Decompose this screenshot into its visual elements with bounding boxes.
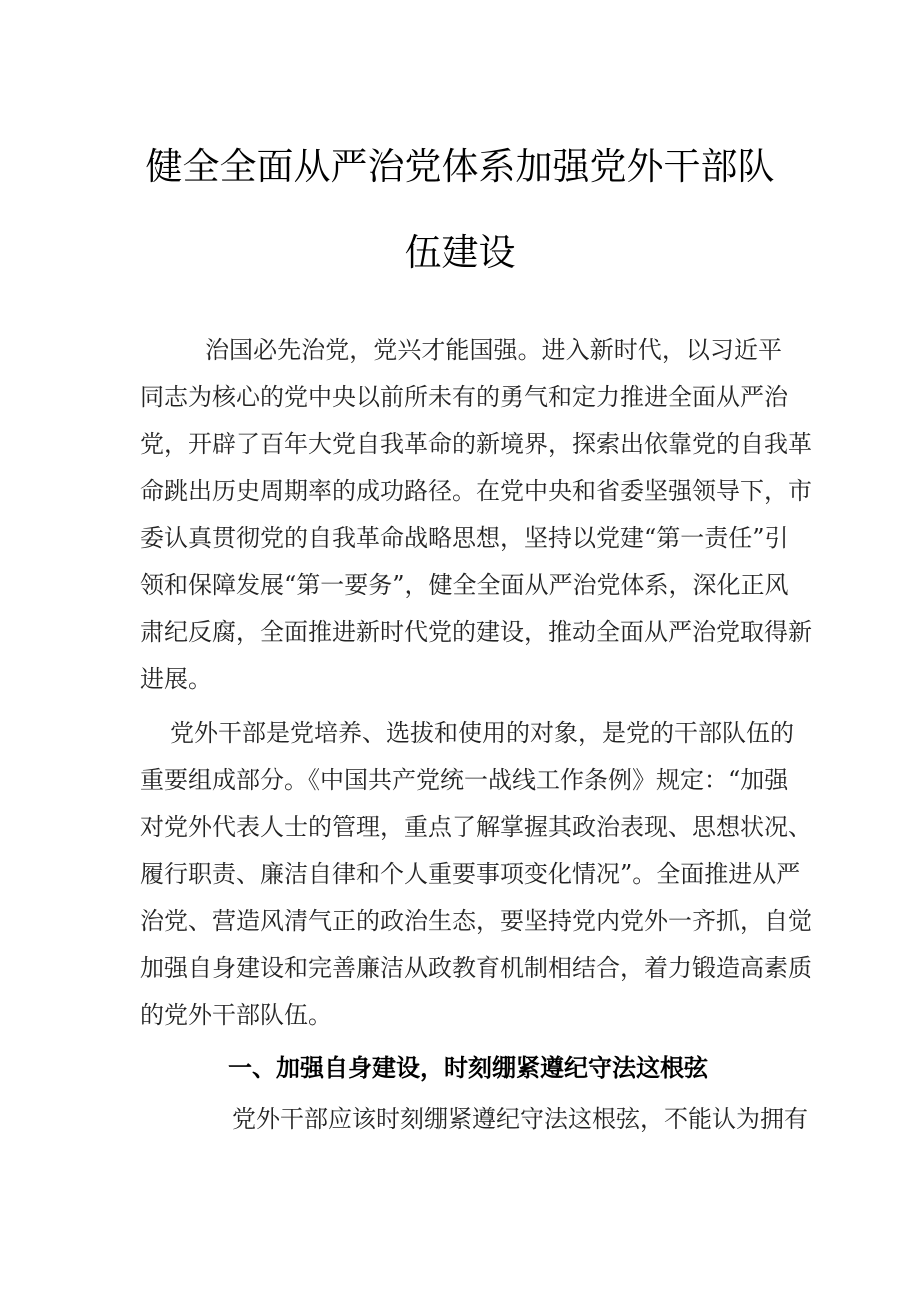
paragraph-line: 命跳出历史周期率的成功路径。在党中央和省委坚强领导下，市 [140, 477, 812, 505]
paragraph-line: 重要组成部分。《中国共产党统一战线工作条例》规定：“加强 [140, 766, 789, 794]
paragraph-line: 领和保障发展“第一要务”，健全全面从严治党体系，深化正风 [140, 571, 789, 599]
paragraph-line: 党外干部是党培养、选拔和使用的对象，是党的干部队伍的 [170, 719, 794, 747]
paragraph-line: 履行职责、廉洁自律和个人重要事项变化情况”。全面推进从严 [140, 860, 801, 888]
paragraph-line: 的党外干部队伍。 [140, 1001, 332, 1029]
paragraph-line: 党外干部应该时刻绷紧遵纪守法这根弦，不能认为拥有 [232, 1105, 808, 1133]
paragraph-line: 对党外代表人士的管理，重点了解掌握其政治表现、思想状况、 [140, 813, 812, 841]
paragraph-line: 治党、营造风清气正的政治生态，要坚持党内党外一齐抓，自觉 [140, 907, 812, 935]
paragraph-line: 党，开辟了百年大党自我革命的新境界，探索出依靠党的自我革 [140, 430, 812, 458]
paragraph-line: 委认真贯彻党的自我革命战略思想，坚持以党建“第一责任”引 [140, 524, 789, 552]
document-title-line-2: 伍建设 [404, 231, 516, 274]
paragraph-line: 同志为核心的党中央以前所未有的勇气和定力推进全面从严治 [140, 383, 788, 411]
paragraph-line: 治国必先治党，党兴才能国强。进入新时代，以习近平 [205, 336, 782, 364]
section-heading: 一、加强自身建设，时刻绷紧遵纪守法这根弦 [228, 1054, 708, 1082]
paragraph-line: 肃纪反腐，全面推进新时代党的建设，推动全面从严治党取得新 [140, 618, 812, 646]
document-title-line-1: 健全全面从严治党体系加强党外干部队 [145, 145, 775, 188]
paragraph-line: 加强自身建设和完善廉洁从政教育机制相结合，着力锻造高素质 [140, 954, 812, 982]
paragraph-line: 进展。 [140, 665, 212, 693]
